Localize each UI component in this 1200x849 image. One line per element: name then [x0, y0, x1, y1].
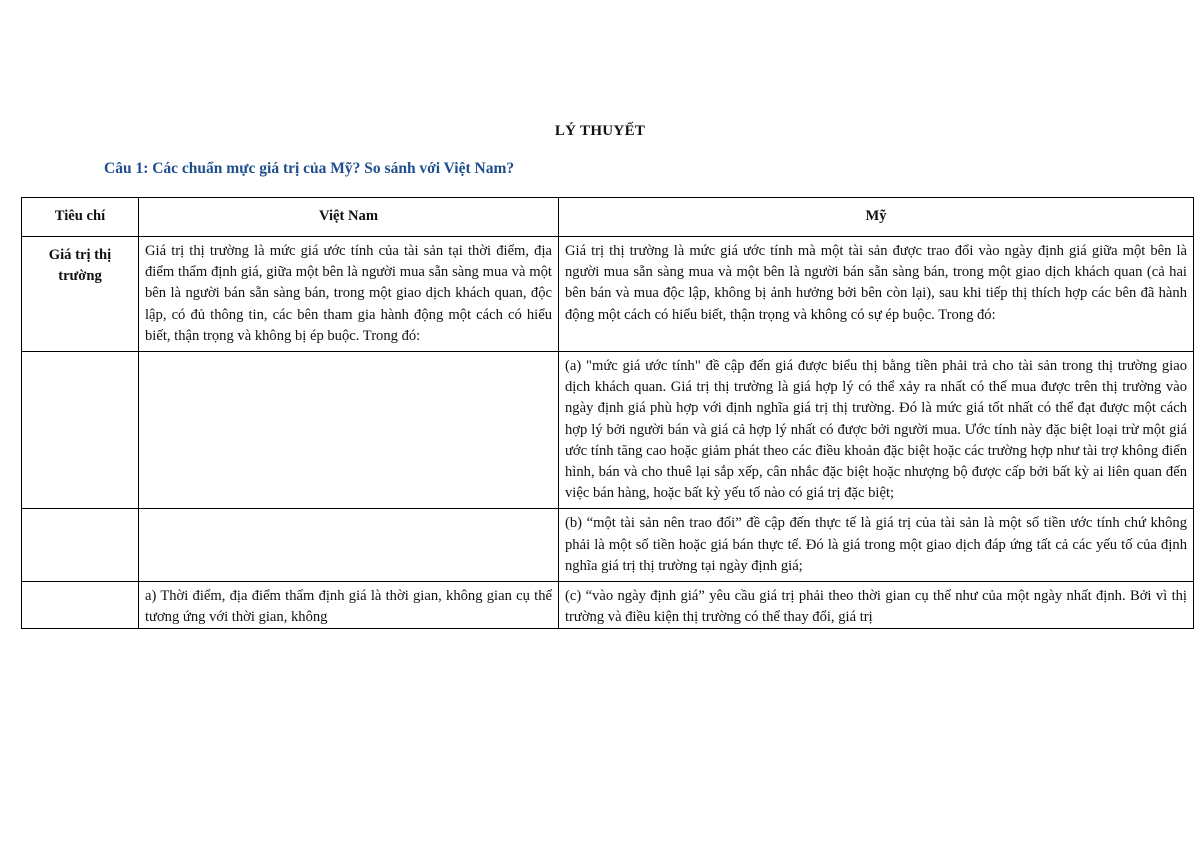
table-row — [22, 582, 1194, 629]
vietnam-cell: a) Thời điểm, địa điểm thẩm định giá là thời gian, không gian cụ thể tương ứng với thời gian, không — [139, 582, 559, 629]
header-criterion: Tiêu chí — [22, 198, 139, 237]
vietnam-cell: Giá trị thị trường là mức giá ước tính của tài sản tại thời điểm, địa điểm thẩm định giá, giữa một bên là người mua sẵn sàng mua và một bên là người bán sẵn sàng bán, trong một giao dịch khách quan, độc lập, có đủ thông tin, các bên tham gia hành động một cách có hiểu biết, thận trọng và không bị ép buộc. Trong đó: — [139, 237, 559, 352]
question-heading: Câu 1: Các chuẩn mực giá trị của Mỹ? So sánh với Việt Nam? — [104, 160, 515, 177]
criterion-cell — [22, 509, 139, 582]
vietnam-cell — [139, 509, 559, 582]
usa-cell: Giá trị thị trường là mức giá ước tính mà một tài sản được trao đổi vào ngày định giá giữa một bên là người mua sẵn sàng mua và một bên là người bán sẵn sàng bán, trong một giao dịch khách quan (cả hai bên bán và mua độc lập, không bị ảnh hưởng bởi bên còn lại), sau khi tiếp thị thích hợp các bên đã hành động một cách có hiểu biết, thận trọng và không có sự ép buộc. Trong đó: — [559, 237, 1194, 352]
criterion-cell: Giá trị thị trường — [22, 237, 139, 352]
header-usa: Mỹ — [559, 198, 1194, 237]
header-row — [22, 198, 1194, 237]
criterion-cell — [22, 352, 139, 509]
page-title: LÝ THUYẾT — [554, 123, 646, 139]
table-row — [22, 509, 1194, 582]
usa-cell: (b) “một tài sản nên trao đổi” đề cập đến thực tế là giá trị của tài sản là một số tiền ước tính chứ không phải là một số tiền hoặc giá bán thực tế. Đó là giá trong một giao dịch đáp ứng tất cả các yếu tố của định nghĩa giá trị thị trường tại ngày định giá; — [559, 509, 1194, 582]
header-vietnam: Việt Nam — [139, 198, 559, 237]
criterion-cell — [22, 582, 139, 629]
usa-cell: (c) “vào ngày định giá” yêu cầu giá trị phải theo thời gian cụ thể như của một ngày nhất định. Bởi vì thị trường và điều kiện thị trường có thể thay đổi, giá trị — [559, 582, 1194, 629]
comparison-table — [21, 197, 1194, 629]
table-row — [22, 352, 1194, 509]
vietnam-cell — [139, 352, 559, 509]
table-row — [22, 237, 1194, 352]
usa-cell: (a) "mức giá ước tính" đề cập đến giá được biểu thị bằng tiền phải trả cho tài sản trong thị trường giao dịch khách quan. Giá trị thị trường là giá hợp lý có thể xảy ra nhất có thể mua được trên thị trường vào ngày định giá phù hợp với định nghĩa giá trị thị trường. Đó là mức giá tốt nhất có thể đạt được một cách hợp lý bởi người bán và giá cả hợp lý nhất có được bởi người mua. Ước tính này đặc biệt loại trừ một giá ước tính tăng cao hoặc giảm phát theo các điều khoản đặc biệt hoặc các trường hợp như tài trợ không điển hình, bán và cho thuê lại sắp xếp, cân nhắc đặc biệt hoặc nhượng bộ được cấp bởi bất kỳ ai liên quan đến việc bán hàng, hoặc bất kỳ yếu tố nào có giá trị đặc biệt; — [559, 352, 1194, 509]
